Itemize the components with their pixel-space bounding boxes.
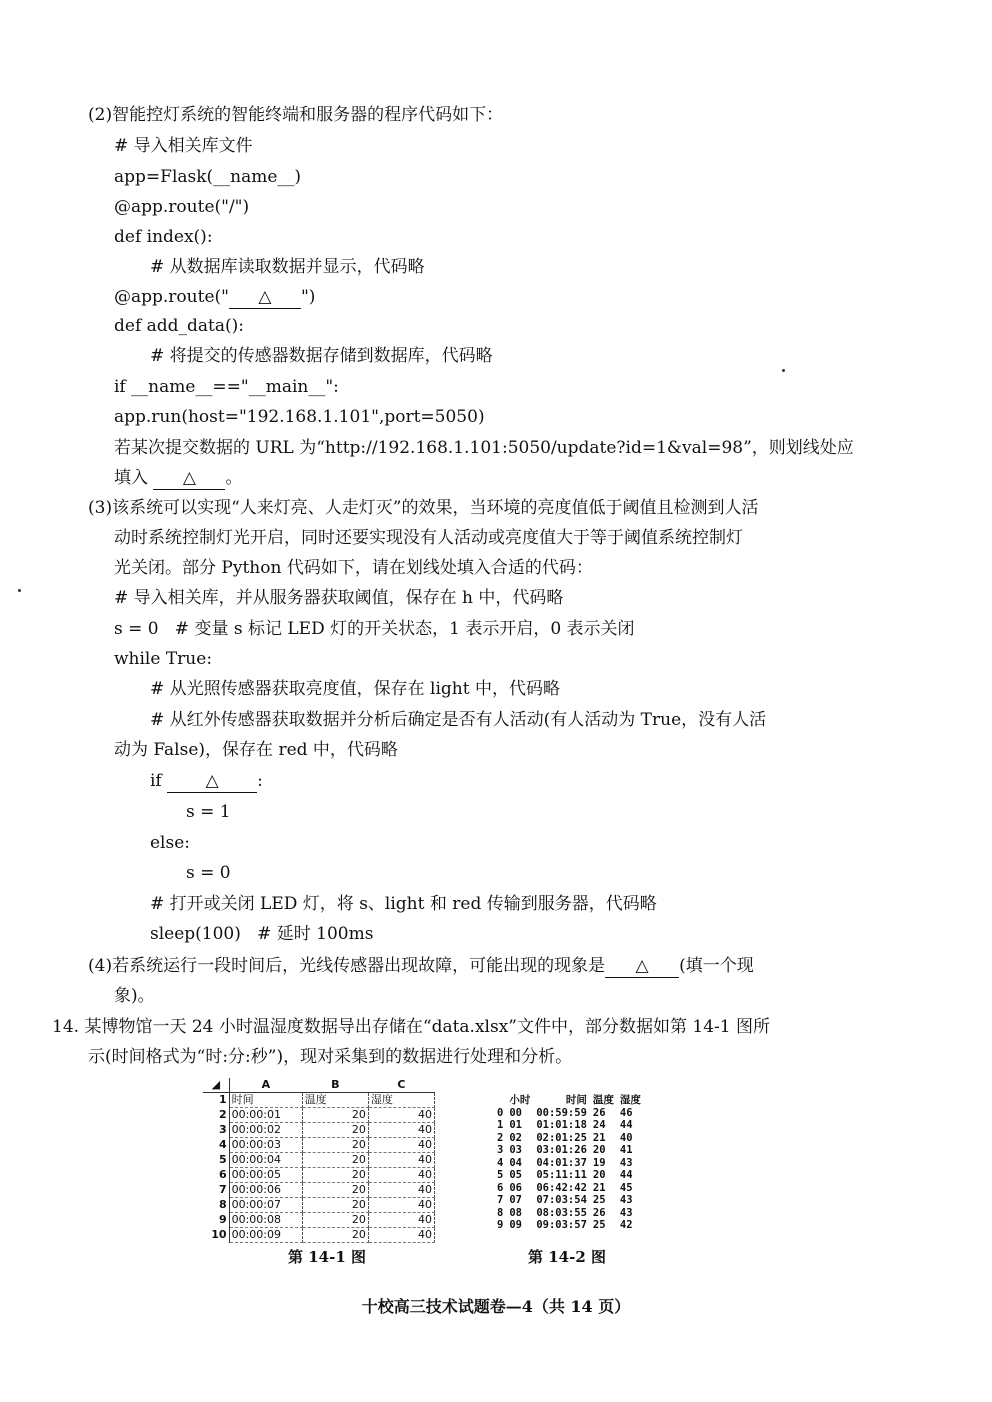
sheet-cell: 20 (302, 1138, 368, 1153)
frame-cell: 00 (509, 1106, 522, 1119)
frame-cell: 08:03:55 (536, 1206, 587, 1219)
code-comment-read-db: # 从数据库读取数据并显示，代码略 (150, 257, 425, 277)
frame-row (494, 1182, 644, 1195)
frame-cell: 19 (592, 1156, 606, 1169)
frame-cell: 02 (509, 1131, 522, 1144)
answer-blank-2: △ (153, 467, 225, 490)
frame-cell: 03:01:26 (536, 1144, 587, 1156)
sheet-row-number: 5 (203, 1153, 229, 1168)
frame-row (494, 1132, 644, 1145)
frame-cell: 6 (497, 1181, 504, 1194)
sheet-row (203, 1138, 435, 1153)
code-line-else: else: (150, 833, 191, 853)
frame-cell: 24 (592, 1119, 606, 1131)
code-line-def-add-data: def add_data(): (114, 316, 245, 336)
frame-cell: 01 (509, 1119, 522, 1131)
frame-cell: 26 (592, 1106, 606, 1119)
code-comment-infrared-2: 动为 False)，保存在 red 中，代码略 (114, 740, 398, 760)
frame-cell: 2 (497, 1131, 504, 1144)
frame-row (494, 1194, 644, 1207)
sheet-row (203, 1093, 435, 1108)
sheet-col-c: C (368, 1078, 434, 1093)
code-comment-led: # 打开或关闭 LED 灯，将 s、light 和 red 传输到服务器，代码略 (150, 894, 657, 914)
frame-cell: 8 (497, 1206, 504, 1219)
frame-cell: 45 (619, 1181, 633, 1194)
sheet-row (203, 1198, 435, 1213)
frame-cell: 9 (497, 1219, 504, 1231)
sheet-row-number: 9 (203, 1213, 229, 1228)
sheet-cell: 20 (302, 1168, 368, 1183)
sheet-cell: 20 (302, 1123, 368, 1138)
code-line-app-run: app.run(host="192.168.1.101",port=5050) (114, 407, 485, 427)
frame-cell: 20 (592, 1169, 606, 1181)
code-comment-infrared-1: # 从红外传感器获取数据并分析后确定是否有人活动(有人活动为 True，没有人活 (150, 710, 767, 730)
sheet-cell: 40 (368, 1228, 434, 1243)
frame-row (494, 1169, 644, 1182)
sheet-cell: 00:00:06 (229, 1183, 302, 1198)
frame-cell: 25 (592, 1219, 606, 1231)
frame-cell: 43 (619, 1206, 633, 1219)
sheet-cell: 40 (368, 1138, 434, 1153)
figure-14-1-spreadsheet (203, 1078, 435, 1243)
sheet-row (203, 1228, 435, 1243)
sheet-row (203, 1213, 435, 1228)
frame-cell: 44 (619, 1119, 633, 1131)
sheet-cell: 20 (302, 1153, 368, 1168)
frame-cell: 44 (619, 1169, 633, 1181)
q3-text-line2: 动时系统控制灯光开启，同时还要实现没有人活动或亮度值大于等于阈值系统控制灯 (114, 528, 743, 548)
sheet-cell: 40 (368, 1123, 434, 1138)
q4-text-end: 象)。 (114, 986, 155, 1006)
sheet-row (203, 1183, 435, 1198)
sheet-header-cell: 时间 (229, 1093, 302, 1108)
frame-cell: 7 (497, 1194, 504, 1206)
frame-cell: 09 (509, 1219, 522, 1231)
sheet-cell: 00:00:03 (229, 1138, 302, 1153)
frame-cell: 3 (497, 1144, 504, 1156)
frame-header-cell: 温度 (592, 1094, 614, 1106)
frame-cell: 42 (619, 1219, 633, 1231)
sheet-cell: 00:00:04 (229, 1153, 302, 1168)
frame-cell: 08 (509, 1206, 522, 1219)
sheet-row-number: 7 (203, 1183, 229, 1198)
frame-cell: 01:01:18 (536, 1119, 587, 1131)
sheet-row (203, 1153, 435, 1168)
answer-blank-4: △ (605, 955, 679, 978)
figure-14-1-caption: 第 14-1 图 (288, 1248, 366, 1266)
frame-row (494, 1119, 644, 1132)
q4-text: (4)若系统运行一段时间后，光线传感器出现故障，可能出现的现象是 △ (填一个现 (88, 956, 754, 976)
frame-cell: 43 (619, 1194, 633, 1206)
code-line-s-0: s = 0 (186, 863, 231, 883)
frame-cell: 21 (592, 1181, 606, 1194)
sheet-cell: 40 (368, 1213, 434, 1228)
sheet-cell: 00:00:08 (229, 1213, 302, 1228)
frame-cell: 07:03:54 (536, 1194, 587, 1206)
sheet-cell: 00:00:02 (229, 1123, 302, 1138)
sheet-cell: 20 (302, 1108, 368, 1123)
frame-cell: 02:01:25 (536, 1131, 587, 1144)
sheet-column-header-row (203, 1078, 435, 1093)
frame-cell: 05:11:11 (536, 1169, 587, 1181)
sheet-row (203, 1123, 435, 1138)
code-line-sleep: sleep(100) # 延时 100ms (150, 924, 374, 944)
q14-text-line1: 14. 某博物馆一天 24 小时温湿度数据导出存储在“data.xlsx”文件中，部分数据如第 14-1 图所 (52, 1017, 770, 1037)
frame-cell: 1 (497, 1119, 504, 1131)
sheet-row-number: 10 (203, 1228, 229, 1243)
sheet-col-a: A (229, 1078, 302, 1093)
q2-url-text: 若某次提交数据的 URL 为“http://192.168.1.101:5050/update?id=1&val=98”，则划线处应 (114, 438, 854, 458)
frame-cell: 09:03:57 (536, 1219, 587, 1231)
sheet-row-number: 3 (203, 1123, 229, 1138)
sheet-cell: 40 (368, 1153, 434, 1168)
frame-cell: 5 (497, 1169, 504, 1181)
q14-text-line2: 示(时间格式为“时:分:秒”)，现对采集到的数据进行处理和分析。 (88, 1047, 573, 1067)
frame-cell: 43 (619, 1156, 633, 1169)
code-comment-light: # 从光照传感器获取亮度值，保存在 light 中，代码略 (150, 679, 560, 699)
frame-row (494, 1219, 644, 1232)
frame-cell: 20 (592, 1144, 606, 1156)
code-comment-store-db: # 将提交的传感器数据存储到数据库，代码略 (150, 346, 493, 366)
frame-cell: 05 (509, 1169, 522, 1181)
sheet-row-number: 2 (203, 1108, 229, 1123)
code-line-route-blank: @app.route(" △ ") (114, 287, 316, 307)
frame-cell: 04 (509, 1156, 522, 1169)
frame-cell: 04:01:37 (536, 1156, 587, 1169)
frame-header-row (494, 1094, 644, 1107)
frame-row (494, 1144, 644, 1157)
frame-cell: 03 (509, 1144, 522, 1156)
frame-cell: 07 (509, 1194, 522, 1206)
sheet-row-number: 8 (203, 1198, 229, 1213)
q2-fill-in: 填入 △ 。 (114, 468, 243, 488)
sheet-cell: 00:00:05 (229, 1168, 302, 1183)
code-line-if-blank: if △ : (150, 771, 263, 791)
frame-row (494, 1107, 644, 1120)
frame-cell: 00:59:59 (536, 1106, 587, 1119)
sheet-cell: 20 (302, 1183, 368, 1198)
frame-cell: 26 (592, 1206, 606, 1219)
code-line-app: app=Flask(__name__) (114, 167, 302, 187)
sheet-cell: 00:00:01 (229, 1108, 302, 1123)
frame-header-cell: 时间 (565, 1094, 587, 1106)
sheet-cell: 40 (368, 1108, 434, 1123)
sheet-cell: 40 (368, 1168, 434, 1183)
answer-blank-1: △ (229, 286, 301, 309)
sheet-cell: 40 (368, 1198, 434, 1213)
q3-text-line1: (3)该系统可以实现“人来灯亮、人走灯灭”的效果，当环境的亮度值低于阈值且检测到人活 (88, 498, 759, 518)
sheet-row-number: 1 (203, 1093, 229, 1108)
sheet-row-number: 6 (203, 1168, 229, 1183)
sheet-cell: 00:00:07 (229, 1198, 302, 1213)
sheet-header-cell: 温度 (302, 1093, 368, 1108)
frame-cell: 06:42:42 (536, 1181, 587, 1194)
code-comment-import: # 导入相关库文件 (114, 136, 253, 156)
figure-14-2-caption: 第 14-2 图 (528, 1248, 606, 1266)
sheet-cell: 20 (302, 1213, 368, 1228)
frame-header-cell: 湿度 (619, 1094, 641, 1106)
figure-14-2-dataframe (494, 1094, 694, 1232)
sheet-row-number: 4 (203, 1138, 229, 1153)
frame-row (494, 1157, 644, 1170)
sheet-cell: 40 (368, 1183, 434, 1198)
frame-row (494, 1207, 644, 1220)
page-footer: 十校高三技术试题卷—4（共 14 页） (361, 1297, 631, 1316)
frame-cell: 0 (497, 1106, 504, 1119)
code-line-if-main: if __name__=="__main__": (114, 377, 339, 397)
code-line-def-index: def index(): (114, 227, 213, 247)
frame-cell: 4 (497, 1156, 504, 1169)
sheet-header-cell: 湿度 (368, 1093, 434, 1108)
speck (18, 589, 21, 592)
code-line-s-1: s = 1 (186, 802, 231, 822)
sheet-row (203, 1168, 435, 1183)
sheet-cell: 20 (302, 1198, 368, 1213)
sheet-corner-cell: ◢ (203, 1078, 229, 1093)
q3-text-line3: 光关闭。部分 Python 代码如下，请在划线处填入合适的代码： (114, 558, 593, 578)
speck (782, 369, 785, 372)
frame-cell: 46 (619, 1106, 633, 1119)
frame-header-cell (494, 1094, 506, 1107)
frame-cell: 25 (592, 1194, 606, 1206)
frame-cell: 41 (619, 1144, 633, 1156)
code-comment-threshold: # 导入相关库，并从服务器获取阈值，保存在 h 中，代码略 (114, 588, 564, 608)
frame-cell: 21 (592, 1131, 606, 1144)
code-line-route-root: @app.route("/") (114, 197, 250, 217)
sheet-cell: 20 (302, 1228, 368, 1243)
sheet-row (203, 1108, 435, 1123)
code-line-while: while True: (114, 649, 213, 669)
q2-intro: (2)智能控灯系统的智能终端和服务器的程序代码如下： (88, 105, 504, 125)
code-line-s-init: s = 0 # 变量 s 标记 LED 灯的开关状态，1 表示开启，0 表示关闭 (114, 619, 635, 639)
frame-header-cell: 小时 (509, 1094, 531, 1106)
sheet-col-b: B (302, 1078, 368, 1093)
frame-cell: 06 (509, 1181, 522, 1194)
answer-blank-3: △ (167, 770, 257, 793)
sheet-cell: 00:00:09 (229, 1228, 302, 1243)
frame-cell: 40 (619, 1131, 633, 1144)
